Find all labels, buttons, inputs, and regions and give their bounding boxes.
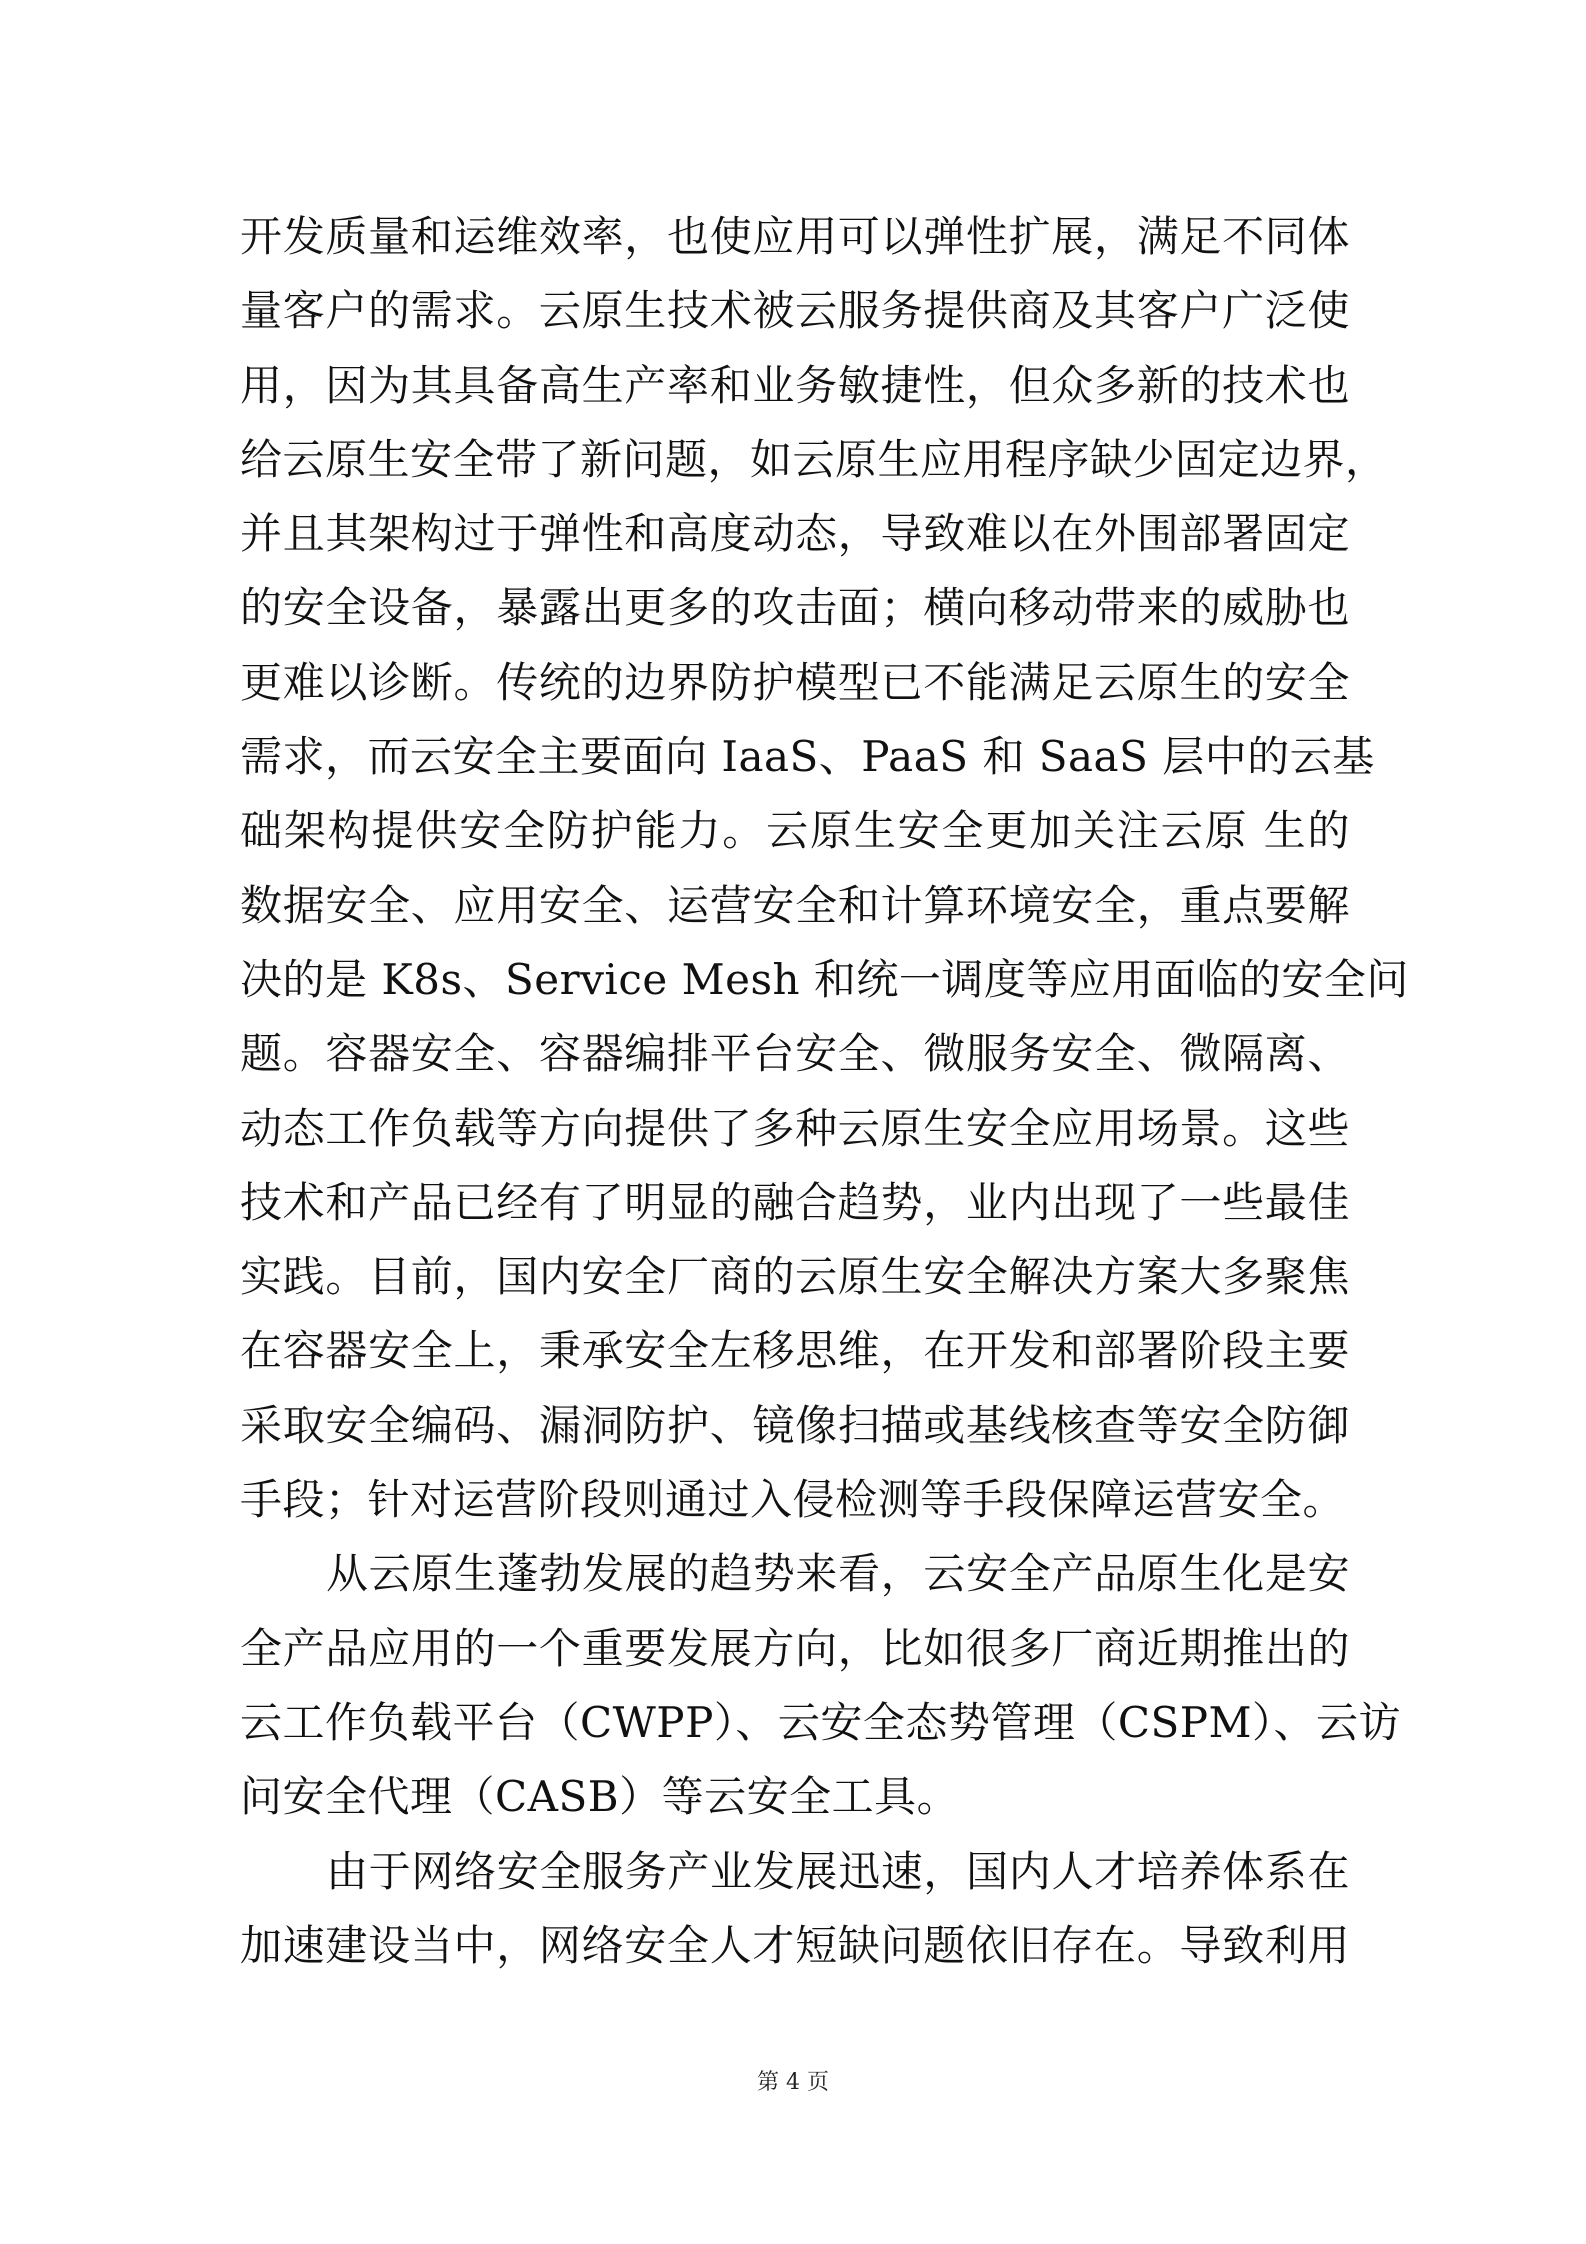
text-line-7: 更难以诊断。传统的边界防护模型已不能满足云原生的安全 bbox=[240, 657, 1350, 707]
text-line-1: 开发质量和运维效率，也使应用可以弹性扩展，满足不同体 bbox=[240, 212, 1350, 261]
text-line-4: 给云原生安全带了新问题，如云原生应用程序缺少固定边界， bbox=[240, 434, 1388, 484]
text-line-12: 题。容器安全、容器编排平台安全、微服务安全、微隔离、 bbox=[240, 1029, 1350, 1079]
text-line-11: 决的是 K8s、Service Mesh 和统一调度等应用面临的安全问 bbox=[240, 954, 1409, 1004]
text-line-23: 由于网络安全服务产业发展迅速，国内人才培养体系在 bbox=[326, 1846, 1350, 1896]
text-line-8: 需求，而云安全主要面向 IaaS、PaaS 和 SaaS 层中的云基 bbox=[240, 732, 1375, 782]
text-line-14: 技术和产品已经有了明显的融合趋势，业内出现了一些最佳 bbox=[240, 1177, 1350, 1227]
text-line-2: 量客户的需求。云原生技术被云服务提供商及其客户广泛使 bbox=[240, 286, 1350, 336]
text-line-3: 用，因为其具备高生产率和业务敏捷性，但众多新的技术也 bbox=[240, 360, 1350, 410]
text-line-15: 实践。目前，国内安全厂商的云原生安全解决方案大多聚焦 bbox=[240, 1252, 1350, 1302]
body-text bbox=[240, 200, 1409, 1983]
text-line-13: 动态工作负载等方向提供了多种云原生安全应用场景。这些 bbox=[240, 1103, 1350, 1153]
text-line-10: 数据安全、应用安全、运营安全和计算环境安全，重点要解 bbox=[240, 880, 1350, 930]
text-line-19: 从云原生蓬勃发展的趋势来看，云安全产品原生化是安 bbox=[326, 1549, 1350, 1599]
text-line-20: 全产品应用的一个重要发展方向，比如很多厂商近期推出的 bbox=[240, 1623, 1350, 1673]
text-line-22: 问安全代理（CASB）等云安全工具。 bbox=[240, 1772, 960, 1822]
text-line-16: 在容器安全上，秉承安全左移思维，在开发和部署阶段主要 bbox=[240, 1326, 1350, 1376]
text-line-18: 手段；针对运营阶段则通过入侵检测等手段保障运营安全。 bbox=[240, 1475, 1346, 1525]
text-line-5: 并且其架构过于弹性和高度动态，导致难以在外围部署固定 bbox=[240, 509, 1350, 559]
page-number: 第 4 页 bbox=[757, 2070, 829, 2095]
text-line-24: 加速建设当中，网络安全人才短缺问题依旧存在。导致利用 bbox=[240, 1920, 1350, 1970]
text-line-9: 础架构提供安全防护能力。云原生安全更加关注云原 生的 bbox=[240, 806, 1350, 856]
text-line-6: 的安全设备，暴露出更多的攻击面；横向移动带来的威胁也 bbox=[240, 583, 1350, 633]
text-line-21: 云工作负载平台（CWPP）、云安全态势管理（CSPM）、云访 bbox=[240, 1697, 1401, 1747]
text-line-17: 采取安全编码、漏洞防护、镜像扫描或基线核查等安全防御 bbox=[240, 1400, 1350, 1450]
